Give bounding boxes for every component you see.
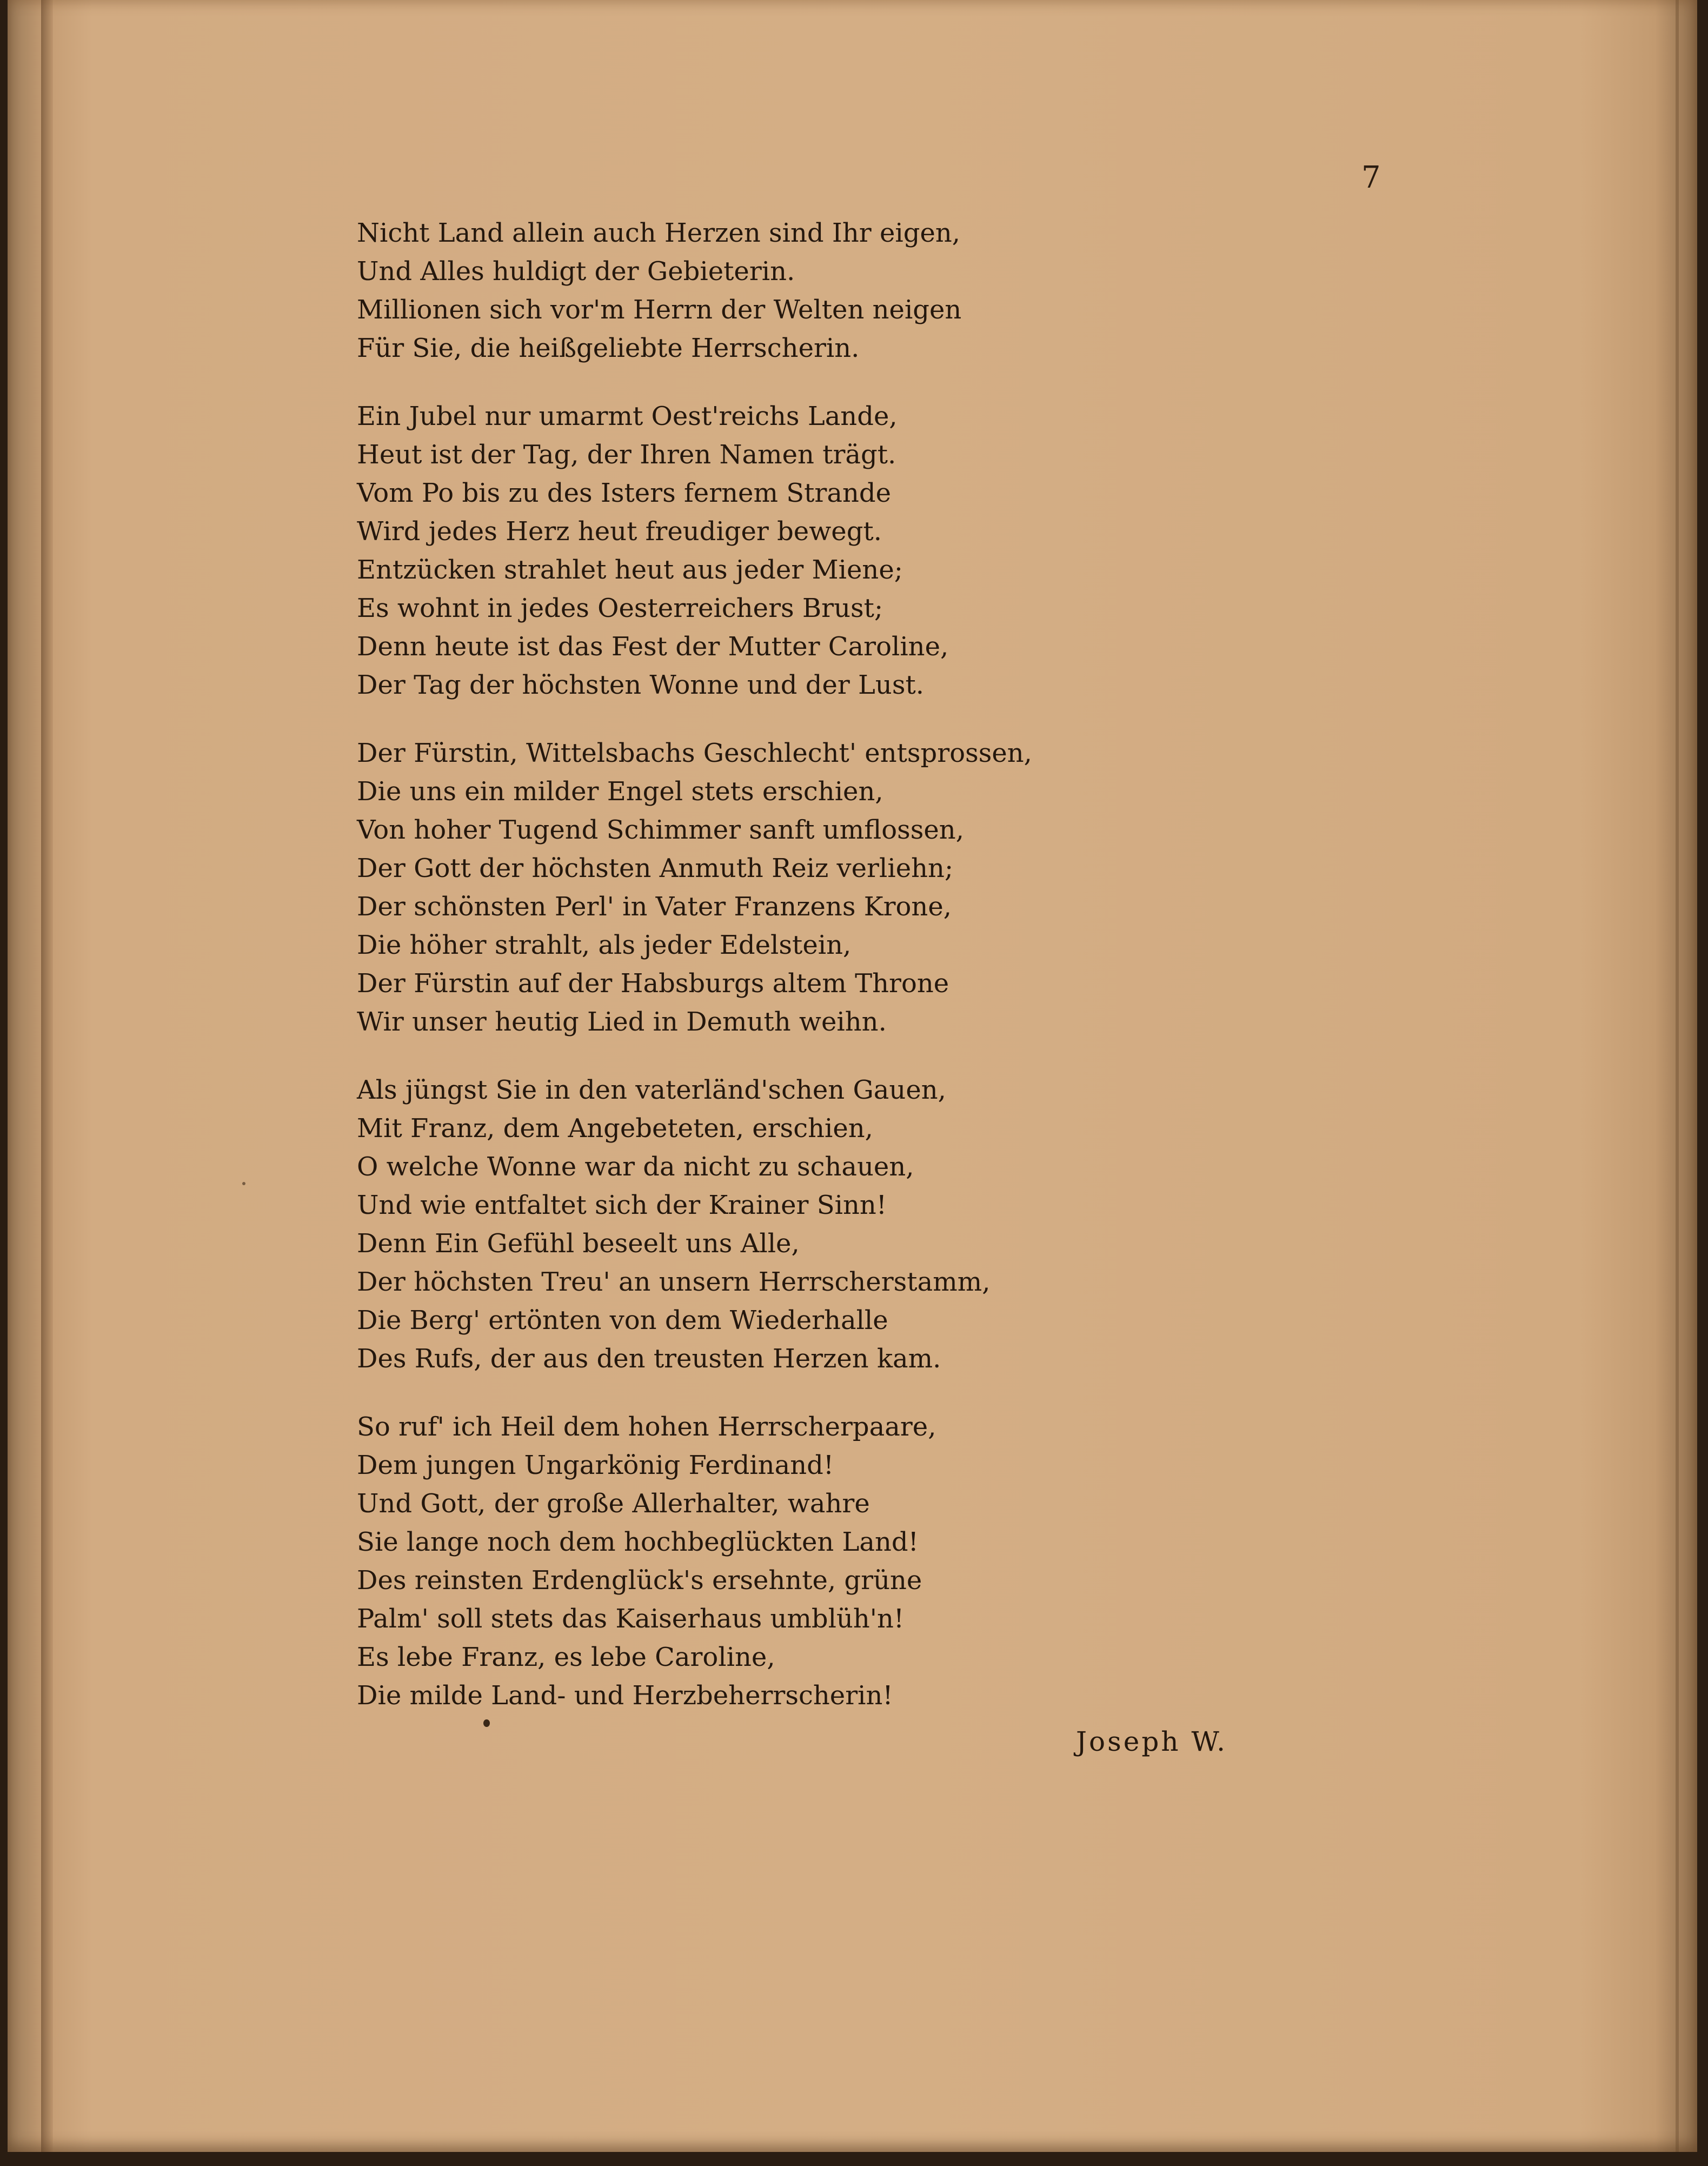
poem-line: Die milde Land- und Herzbeherrscherin! — [357, 1680, 893, 1711]
poem-line: Der Fürstin auf der Habsburgs altem Throne — [357, 968, 949, 999]
poem-line: Des reinsten Erdenglück's ersehnte, grüne — [357, 1565, 922, 1596]
poem-line: Der höchsten Treu' an unsern Herrscherstamm, — [357, 1267, 991, 1297]
poem-line: Als jüngst Sie in den vaterländ'schen Gauen, — [357, 1075, 946, 1105]
poem-line: Denn Ein Gefühl beseelt uns Alle, — [357, 1228, 800, 1259]
stanza — [357, 734, 1330, 1041]
poem-line: Nicht Land allein auch Herzen sind Ihr eigen, — [357, 218, 961, 248]
poem-line: Der Gott der höchsten Anmuth Reiz verliehn; — [357, 853, 954, 883]
stanza — [357, 397, 1330, 705]
poem-line: Wir unser heutig Lied in Demuth weihn. — [357, 1007, 887, 1037]
poem-line: Palm' soll stets das Kaiserhaus umblüh'n! — [357, 1604, 905, 1634]
poem-line: Und Gott, der große Allerhalter, wahre — [357, 1489, 870, 1519]
stanza — [357, 1408, 1330, 1715]
poem-line: Entzücken strahlet heut aus jeder Miene; — [357, 555, 903, 585]
poem-line: Die höher strahlt, als jeder Edelstein, — [357, 930, 852, 960]
poem-line: Der Fürstin, Wittelsbachs Geschlecht' entsprossen, — [357, 738, 1032, 768]
poem-line: Dem jungen Ungarkönig Ferdinand! — [357, 1450, 834, 1480]
page-number: 7 — [1361, 160, 1381, 195]
poem-line: Der schönsten Perl' in Vater Franzens Krone, — [357, 892, 952, 922]
ink-speck — [242, 1182, 245, 1185]
poem-line: Mit Franz, dem Angebeteten, erschien, — [357, 1113, 873, 1144]
poem-line: Der Tag der höchsten Wonne und der Lust. — [357, 670, 925, 700]
poem-line: Und wie entfaltet sich der Krainer Sinn! — [357, 1190, 887, 1220]
poem-line: Millionen sich vor'm Herrn der Welten neigen — [357, 295, 962, 325]
page-edge — [1676, 0, 1679, 2152]
ink-speck — [483, 1719, 490, 1727]
poem-line: Es wohnt in jedes Oesterreichers Brust; — [357, 593, 883, 623]
poem-line: Und Alles huldigt der Gebieterin. — [357, 256, 795, 287]
poem-line: Die Berg' ertönten von dem Wiederhalle — [357, 1305, 888, 1336]
poem-line: Denn heute ist das Fest der Mutter Caroline, — [357, 632, 949, 662]
binding-gutter — [41, 0, 53, 2152]
poem-line: Sie lange noch dem hochbeglückten Land! — [357, 1527, 919, 1557]
stanza — [357, 214, 1330, 368]
poem-line: O welche Wonne war da nicht zu schauen, — [357, 1152, 914, 1182]
poem-line: Es lebe Franz, es lebe Caroline, — [357, 1642, 775, 1672]
stanza — [357, 1071, 1330, 1378]
poem-line: Heut ist der Tag, der Ihren Namen trägt. — [357, 440, 896, 470]
poem-line: Von hoher Tugend Schimmer sanft umflossen, — [357, 815, 964, 845]
poem-line: Für Sie, die heißgeliebte Herrscherin. — [357, 333, 860, 363]
poem-line: Die uns ein milder Engel stets erschien, — [357, 776, 883, 807]
poem-line: So ruf' ich Heil dem hohen Herrscherpaare, — [357, 1412, 936, 1442]
author-signature: Joseph W. — [1076, 1726, 1228, 1757]
poem-line: Des Rufs, der aus den treusten Herzen kam. — [357, 1344, 941, 1374]
poem-body — [357, 214, 1330, 1715]
poem-line: Ein Jubel nur umarmt Oest'reichs Lande, — [357, 401, 898, 431]
poem-line: Wird jedes Herz heut freudiger bewegt. — [357, 516, 882, 547]
poem-line: Vom Po bis zu des Isters fernem Strande — [357, 478, 892, 508]
